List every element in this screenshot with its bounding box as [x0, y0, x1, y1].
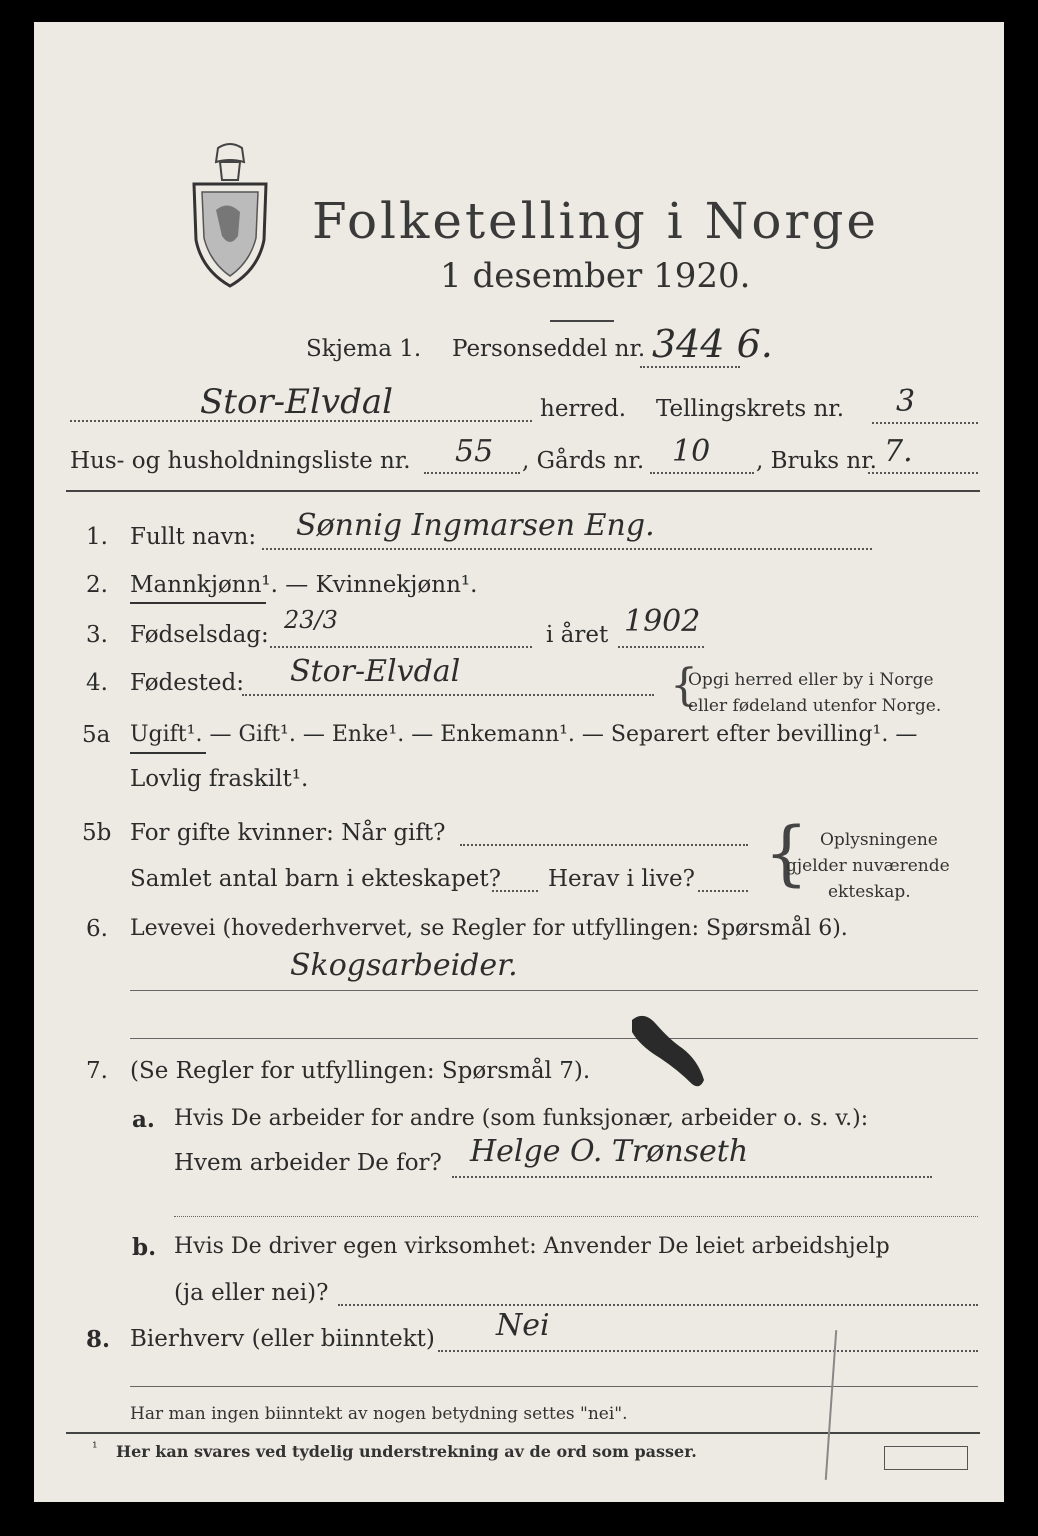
- q5b-when-line: [460, 844, 748, 846]
- q5b-children-line: [492, 890, 538, 892]
- q5b-note-1: Oplysningene: [820, 830, 938, 850]
- hus-line: [424, 472, 520, 474]
- q7b-label: Hvis De driver egen virksomhet: Anvender De leiet arbeidshjelp: [174, 1234, 890, 1259]
- q7a-label-2: Hvem arbeider De for?: [174, 1150, 442, 1176]
- q5b-label-2: Samlet antal barn i ekteskapet?: [130, 866, 501, 892]
- hus-value: 55: [455, 434, 494, 469]
- q5b-label: For gifte kvinner: Når gift?: [130, 820, 446, 846]
- q3-year-value: 1902: [624, 604, 701, 639]
- q3-value: 23/3: [284, 606, 338, 634]
- q5b-label-3: Herav i live?: [548, 866, 695, 892]
- q7-label: (Se Regler for utfyllingen: Spørsmål 7).: [130, 1058, 591, 1084]
- bruks-value: 7.: [884, 434, 913, 469]
- herred-value: Stor-Elvdal: [200, 382, 393, 422]
- herred-line: [70, 420, 532, 422]
- ink-blot-icon: [620, 1010, 720, 1094]
- tellingskrets-label: Tellingskrets nr.: [656, 396, 845, 422]
- q3-year-label: i året: [546, 622, 609, 648]
- q1-line: [262, 548, 872, 550]
- q3-line: [270, 646, 532, 648]
- personseddel-value: 344 6.: [652, 322, 773, 366]
- printer-stamp: [884, 1446, 968, 1470]
- personseddel-label: Personseddel nr.: [452, 336, 646, 362]
- q3-year-line: [618, 646, 704, 648]
- q4-line: [242, 694, 654, 696]
- gards-value: 10: [672, 434, 711, 469]
- q8-line: [438, 1350, 978, 1352]
- gards-line: [650, 472, 754, 474]
- herred-label: herred.: [540, 396, 627, 422]
- q2-underline: [130, 602, 266, 604]
- q5b-number: 5b: [82, 820, 112, 846]
- footnote-mark: ¹: [92, 1440, 98, 1456]
- q8-label: Bierhverv (eller biinntekt): [130, 1326, 435, 1352]
- q2-label: Mannkjønn¹. — Kvinnekjønn¹.: [130, 572, 478, 598]
- form-date: 1 desember 1920.: [440, 256, 751, 296]
- q5a-number: 5a: [82, 722, 111, 748]
- q7a-label: Hvis De arbeider for andre (som funksjonær, arbeider o. s. v.):: [174, 1106, 869, 1131]
- q7b-number: b.: [132, 1234, 157, 1261]
- q7a-line: [452, 1176, 932, 1178]
- q4-value: Stor-Elvdal: [290, 654, 461, 689]
- footnote-divider: [66, 1432, 980, 1434]
- tellingskrets-value: 3: [896, 384, 916, 419]
- header-divider: [550, 320, 614, 322]
- q4-note-2: eller fødeland utenfor Norge.: [688, 696, 942, 716]
- bruks-line: [868, 472, 978, 474]
- q2-number: 2.: [86, 572, 108, 598]
- form-title: Folketelling i Norge: [312, 192, 879, 250]
- footnote-text: Her kan svares ved tydelig understrekning av de ord som passer.: [116, 1442, 697, 1461]
- q8-number: 8.: [86, 1326, 111, 1353]
- q8-line-2: [130, 1386, 978, 1387]
- skjema-label: Skjema 1.: [306, 336, 422, 362]
- q6-label: Levevei (hovederhvervet, se Regler for utfyllingen: Spørsmål 6).: [130, 916, 848, 941]
- bruks-label: , Bruks nr.: [756, 448, 877, 474]
- q6-number: 6.: [86, 916, 108, 942]
- q7-number: 7.: [86, 1058, 108, 1084]
- q7a-line-2: [174, 1216, 978, 1217]
- q7b-label-2: (ja eller nei)?: [174, 1280, 329, 1306]
- section-divider: [66, 490, 980, 492]
- q5b-brace: {: [764, 812, 809, 894]
- no-income-note: Har man ingen biinntekt av nogen betydning settes "nei".: [130, 1404, 628, 1424]
- hus-label: Hus- og husholdningsliste nr.: [70, 448, 411, 474]
- q5a-label-2: Lovlig fraskilt¹.: [130, 766, 309, 792]
- q1-number: 1.: [86, 524, 108, 550]
- personseddel-line: [640, 366, 740, 368]
- q7b-line: [338, 1304, 978, 1306]
- q5b-alive-line: [698, 890, 748, 892]
- q6-value: Skogsarbeider.: [290, 948, 518, 983]
- q8-value: Nei: [496, 1308, 550, 1343]
- q7a-value: Helge O. Trønseth: [470, 1134, 749, 1169]
- q5a-label: Ugift¹. — Gift¹. — Enke¹. — Enkemann¹. — Separert efter bevilling¹. —: [130, 722, 918, 747]
- q4-note-1: Opgi herred eller by i Norge: [688, 670, 934, 690]
- q6-line-1: [130, 990, 978, 991]
- q4-label: Fødested:: [130, 670, 245, 696]
- q4-number: 4.: [86, 670, 108, 696]
- q4-brace: {: [670, 660, 698, 711]
- q5a-underline: [130, 752, 206, 754]
- q5b-note-2: gjelder nuværende: [786, 856, 950, 876]
- q7a-number: a.: [132, 1106, 155, 1133]
- coat-of-arms-icon: [188, 140, 272, 290]
- q3-number: 3.: [86, 622, 108, 648]
- q1-value: Sønnig Ingmarsen Eng.: [296, 508, 655, 543]
- q1-label: Fullt navn:: [130, 524, 257, 550]
- gards-label: , Gårds nr.: [522, 448, 645, 474]
- q5b-note-3: ekteskap.: [828, 882, 911, 902]
- tellingskrets-line: [872, 422, 978, 424]
- q3-label: Fødselsdag:: [130, 622, 269, 648]
- q6-line-2: [130, 1038, 978, 1039]
